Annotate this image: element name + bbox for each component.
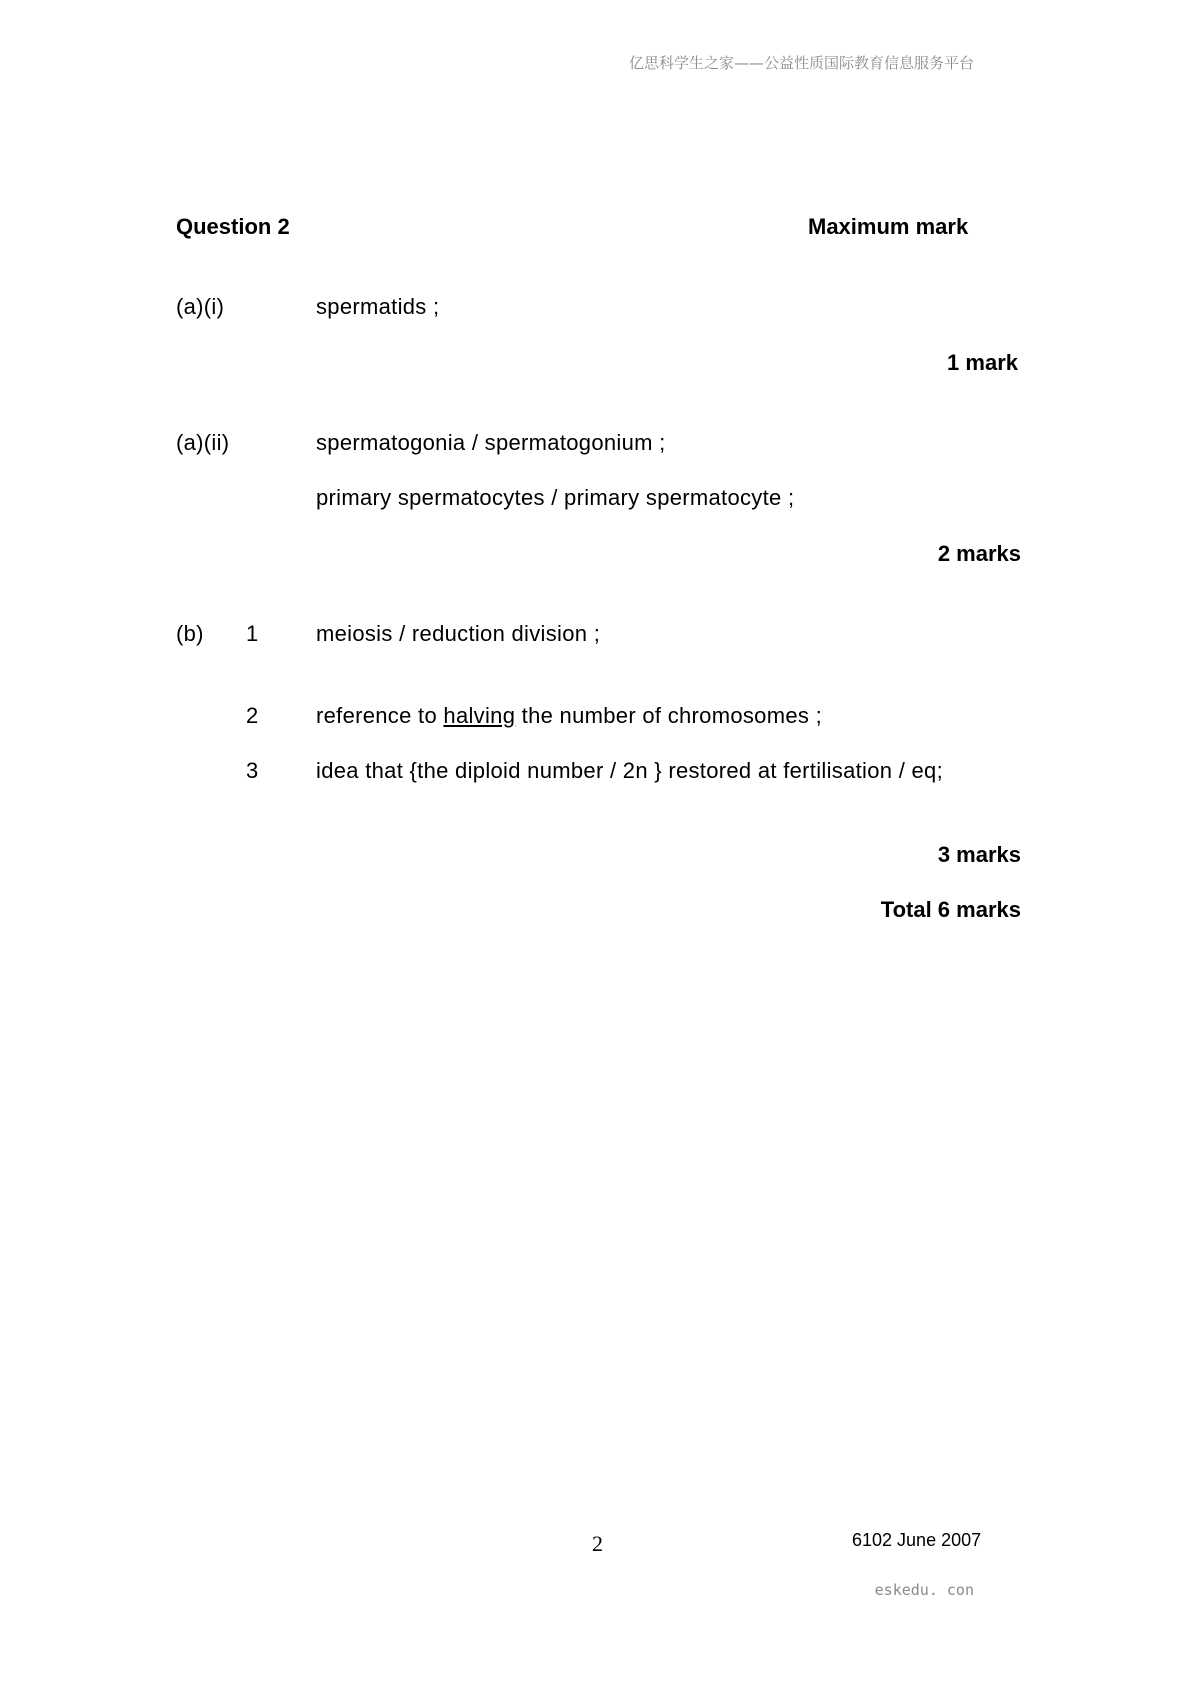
part-a-i-label: (a)(i) xyxy=(176,294,225,319)
point-2-before: reference to xyxy=(316,703,444,728)
point-2-underlined-word: halving xyxy=(443,703,516,728)
part-a-ii-label: (a)(ii) xyxy=(176,430,230,455)
question-title: Question 2 xyxy=(176,214,290,239)
page-number: 2 xyxy=(592,1531,603,1556)
part-a-i-marks: 1 mark xyxy=(947,350,1018,375)
part-a-i-answer: spermatids ; xyxy=(316,294,440,319)
part-b-point-2-text xyxy=(316,703,822,729)
part-a-ii-answer-2: primary spermatocytes / primary spermatocyte ; xyxy=(316,485,795,510)
part-b-point-2-number: 2 xyxy=(246,703,259,728)
point-2-after: the number of chromosomes ; xyxy=(515,703,823,728)
part-b-point-1-number: 1 xyxy=(246,621,259,646)
header-watermark: 亿思科学生之家——公益性质国际教育信息服务平台 xyxy=(628,54,974,72)
part-b-point-1-text: meiosis / reduction division ; xyxy=(316,621,601,646)
part-b-point-3-text: idea that {the diploid number / 2n } restored at fertilisation / eq; xyxy=(316,758,943,783)
part-b-label: (b) xyxy=(176,621,204,646)
part-a-ii-answer-1: spermatogonia / spermatogonium ; xyxy=(316,430,666,455)
site-watermark: eskedu. con xyxy=(874,1581,974,1599)
part-a-ii-marks: 2 marks xyxy=(937,541,1021,566)
total-marks: Total 6 marks xyxy=(880,897,1021,922)
paper-code: 6102 June 2007 xyxy=(852,1530,982,1550)
part-b-marks: 3 marks xyxy=(937,842,1021,867)
part-b-point-3-number: 3 xyxy=(246,758,259,783)
max-mark-heading: Maximum mark xyxy=(808,214,969,239)
